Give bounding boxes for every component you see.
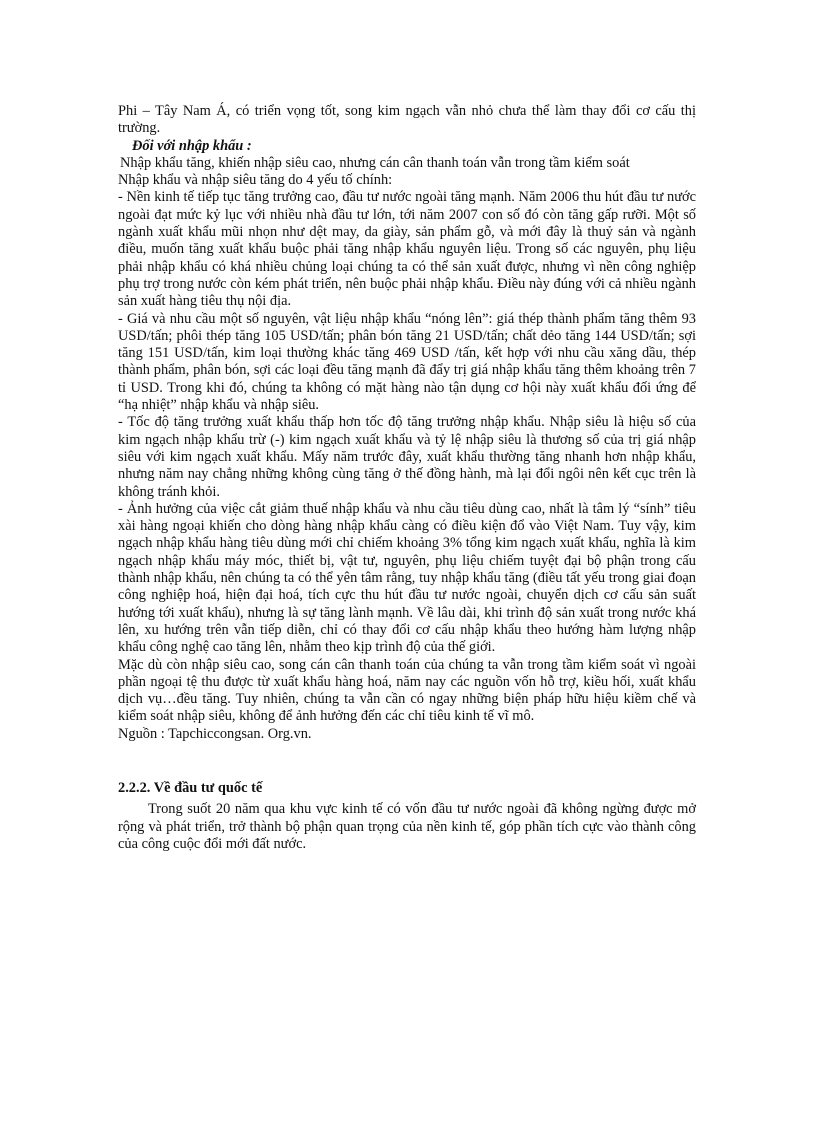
paragraph-market-structure: Phi – Tây Nam Á, có triển vọng tốt, song kim ngạch vẫn nhỏ chưa thể làm thay đổi cơ cấu thị trường. [118,103,696,137]
paragraph-factor-growth: - Nền kinh tế tiếp tục tăng trưởng cao, đầu tư nước ngoài tăng mạnh. Năm 2006 thu hút đầu tư nước ngoài đạt mức kỷ lục với nhiều nhà đầu tư lớn, tới năm 2007 con số đó còn tăng gấp rưỡi. Một số ngành xuất khẩu mũi nhọn như dệt may, da giày, sản phẩm gỗ, và mới đây là thuỷ sản và ngành điều, muốn tăng xuất khẩu buộc phải tăng nhập khẩu nguyên liệu. Trong số các nguyên, phụ liệu phải nhập khẩu có khá nhiều chủng loại chúng ta có thể sản xuất được, nhưng vì nền công nghiệp phụ trợ trong nước còn kém phát triển, nên buộc phải nhập khẩu. Điều này đúng với cả nhiều ngành sản xuất hàng tiêu thụ nội địa. [118,189,696,310]
paragraph-source: Nguồn : Tapchiccongsan. Org.vn. [118,725,312,742]
section-title-international-investment: 2.2.2. Về đầu tư quốc tế [118,779,263,796]
paragraph-factor-tariff: - Ảnh hưởng của việc cắt giảm thuế nhập khẩu và nhu cầu tiêu dùng cao, nhất là tâm lý “sính” tiêu xài hàng ngoại khiến cho dòng hàng nhập khẩu càng có điều kiện đổ vào Việt Nam. Tuy vậy, kim ngạch nhập khẩu hàng tiêu dùng mới chỉ chiếm khoảng 3% tổng kim ngạch xuất khẩu, nghĩa là kim ngạch nhập khẩu máy móc, thiết bị, vật tư, nguyên, phụ liệu chiếm tuyệt đại bộ phận trong cấu thành nhập khẩu, nên chúng ta có thể yên tâm rằng, tuy nhập khẩu tăng (điều tất yếu trong giai đoạn công nghiệp hoá, hiện đại hoá, tích cực thu hút đầu tư nước ngoài, chuyển dịch cơ cấu sản suất hướng tới xuất khẩu), nhưng là sự tăng lành mạnh. Về lâu dài, khi trình độ sản xuất trong nước khá lên, xu hướng trên vẫn tiếp diễn, chỉ có thay đổi cơ cấu nhập khẩu theo hướng hàm lượng nhập khẩu công nghệ cao tăng lên, nhằm theo kịp trình độ của thế giới. [118,500,696,656]
paragraph-balance-of-payments: Mặc dù còn nhập siêu cao, song cán cân thanh toán của chúng ta vẫn trong tầm kiểm soát vì ngoài phần ngoại tệ thu được từ xuất khẩu hàng hoá, năm nay các nguồn vốn hỗ trợ, kiều hối, xuất khẩu dịch vụ…đều tăng. Tuy nhiên, chúng ta vẫn cần có ngay những biện pháp hữu hiệu kiềm chế và kiểm soát nhập siêu, không để ảnh hưởng đến các chỉ tiêu kinh tế vĩ mô. [118,656,696,725]
paragraph-factor-growth-rate: - Tốc độ tăng trưởng xuất khẩu thấp hơn tốc độ tăng trưởng nhập khẩu. Nhập siêu là hiệu số của kim ngạch nhập khẩu trừ (-) kim ngạch xuất khẩu và tỷ lệ nhập siêu là thương số của trị giá nhập siêu với kim ngạch xuất khẩu. Mấy năm trước đây, xuất khẩu thường tăng nhanh hơn nhập khẩu, nhưng năm nay chẳng những không cùng tăng ở thế đồng hành, mà lại đổi ngôi nên kết cục trên là không tránh khỏi. [118,414,696,500]
subheading-imports: Đối với nhập khẩu : [132,137,252,154]
document-page [118,103,696,853]
paragraph-four-factors: Nhập khẩu và nhập siêu tăng do 4 yếu tố chính: [118,172,393,189]
paragraph-imports-increase: Nhập khẩu tăng, khiến nhập siêu cao, nhưng cán cân thanh toán vẫn trong tầm kiểm soát [120,154,630,171]
paragraph-factor-prices: - Giá và nhu cầu một số nguyên, vật liệu nhập khẩu “nóng lên”: giá thép thành phẩm tăng thêm 93 USD/tấn; phôi thép tăng 105 USD/tấn; phân bón tăng 21 USD/tấn; chất dẻo tăng 144 USD/tấn; sợi tăng 151 USD/tấn, kim loại thường khác tăng 469 USD /tấn, kết hợp với nhu cầu xăng dầu, thép thành phẩm, phân bón, sợi các loại đều tăng mạnh đã đẩy trị giá nhập khẩu tăng thêm khoảng trên 7 tỉ USD. Trong khi đó, chúng ta không có mặt hàng nào tận dụng cơ hội này xuất khẩu đối ứng để “hạ nhiệt” nhập khẩu và nhập siêu. [118,310,696,414]
paragraph-fdi-sector: Trong suốt 20 năm qua khu vực kinh tế có vốn đầu tư nước ngoài đã không ngừng được mở rộng và phát triển, trở thành bộ phận quan trọng của nền kinh tế, góp phần tích cực vào thành công của công cuộc đổi mới đất nước. [118,801,696,852]
